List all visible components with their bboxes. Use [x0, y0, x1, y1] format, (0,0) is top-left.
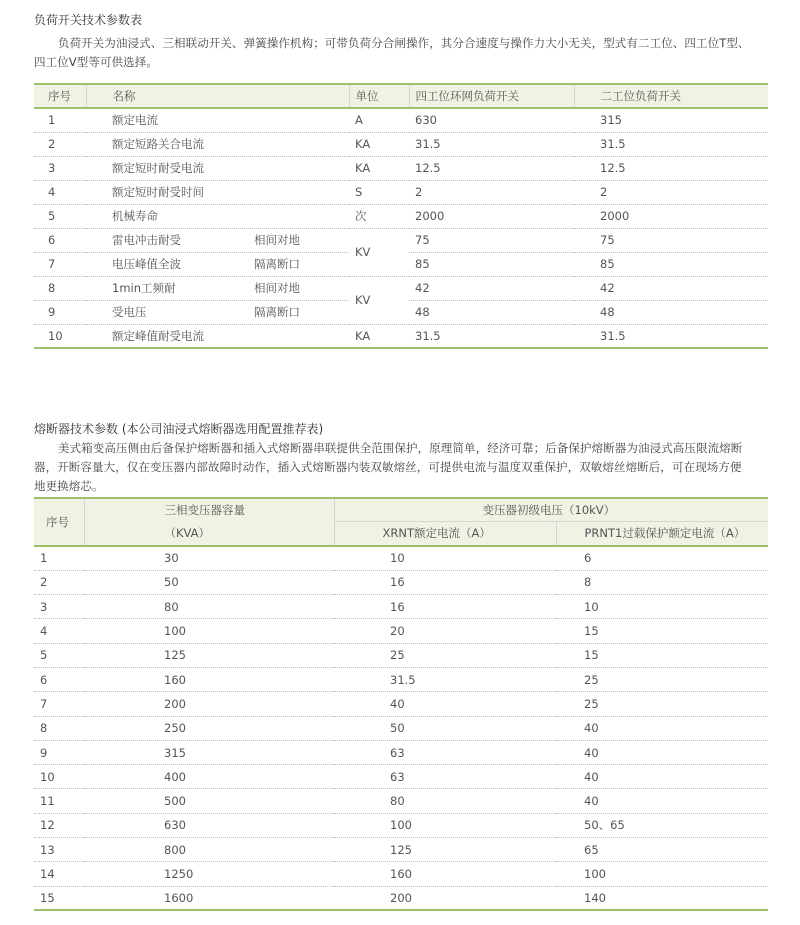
cell-name: 1min工频耐 [86, 276, 224, 300]
cell-no: 9 [34, 740, 84, 764]
cell-no: 4 [34, 180, 86, 204]
cell-xrnt: 63 [334, 740, 556, 764]
section2-paragraph-line: 地更换熔芯。 [34, 479, 104, 493]
cell-kva: 200 [84, 692, 334, 716]
cell-2pos: 48 [574, 300, 768, 324]
cell-kva: 100 [84, 619, 334, 643]
header-no: 序号 [34, 498, 84, 546]
cell-name: 机械寿命 [86, 204, 349, 228]
switch-parameter-table [34, 83, 768, 349]
section1-paragraph-line: 负荷开关为油浸式、三相联动开关、弹簧操作机构；可带负荷分合闸操作，其分合速度与操作力大小无关，型式有二工位、四工位T型、 [58, 36, 750, 50]
cell-no: 13 [34, 838, 84, 862]
cell-2pos: 12.5 [574, 156, 768, 180]
cell-no: 4 [34, 619, 84, 643]
cell-prnt: 25 [556, 667, 768, 691]
cell-4pos: 2 [409, 180, 574, 204]
table-row [34, 765, 768, 789]
table-row [34, 813, 768, 837]
cell-name: 额定峰值耐受电流 [86, 324, 349, 348]
table-row [34, 546, 768, 570]
cell-2pos: 75 [574, 228, 768, 252]
cell-kva: 250 [84, 716, 334, 740]
header-name: 名称 [86, 84, 349, 108]
table-row [34, 862, 768, 886]
fuse-table-body [34, 546, 768, 910]
table-header-row [34, 521, 768, 546]
cell-prnt: 15 [556, 643, 768, 667]
header-capacity-unit: （KVA） [84, 521, 334, 546]
table-header-row [34, 498, 768, 521]
cell-kva: 630 [84, 813, 334, 837]
cell-prnt: 15 [556, 619, 768, 643]
section2-paragraph-line: 美式箱变高压侧由后备保护熔断器和插入式熔断器串联提供全范围保护，原理简单，经济可靠；后备保护熔断器为油浸式高压限流熔断 [58, 441, 743, 455]
cell-prnt: 40 [556, 716, 768, 740]
table-row [34, 228, 768, 252]
cell-kva: 80 [84, 595, 334, 619]
cell-prnt: 65 [556, 838, 768, 862]
cell-no: 5 [34, 204, 86, 228]
cell-name: 雷电冲击耐受 [86, 228, 224, 252]
cell-name: 额定短时耐受时间 [86, 180, 349, 204]
cell-no: 15 [34, 886, 84, 910]
cell-subname: 隔离断口 [224, 252, 349, 276]
cell-kva: 1600 [84, 886, 334, 910]
cell-4pos: 31.5 [409, 324, 574, 348]
cell-xrnt: 10 [334, 546, 556, 570]
section1-intro [34, 12, 768, 72]
section2-paragraph-line: 器，开断容量大，仅在变压器内部故障时动作，插入式熔断器内装双敏熔丝，可提供电流与温度双重保护，双敏熔丝熔断后，可在现场方便 [34, 460, 742, 474]
table-row [34, 595, 768, 619]
cell-no: 14 [34, 862, 84, 886]
section2-paragraph [34, 439, 768, 496]
header-2pos: 二工位负荷开关 [574, 84, 768, 108]
cell-xrnt: 160 [334, 862, 556, 886]
cell-prnt: 100 [556, 862, 768, 886]
header-no: 序号 [34, 84, 86, 108]
cell-4pos: 630 [409, 108, 574, 132]
cell-2pos: 315 [574, 108, 768, 132]
cell-kva: 500 [84, 789, 334, 813]
cell-unit: 次 [349, 204, 409, 228]
cell-kva: 125 [84, 643, 334, 667]
cell-unit: KA [349, 132, 409, 156]
cell-unit: KA [349, 324, 409, 348]
table-row [34, 156, 768, 180]
table-row [34, 667, 768, 691]
cell-unit: S [349, 180, 409, 204]
header-capacity: 三相变压器容量 [84, 498, 334, 521]
table-row [34, 570, 768, 594]
cell-prnt: 50、65 [556, 813, 768, 837]
header-unit: 单位 [349, 84, 409, 108]
cell-4pos: 12.5 [409, 156, 574, 180]
table-row [34, 619, 768, 643]
cell-kva: 800 [84, 838, 334, 862]
cell-prnt: 140 [556, 886, 768, 910]
cell-2pos: 85 [574, 252, 768, 276]
cell-xrnt: 125 [334, 838, 556, 862]
cell-subname: 隔离断口 [224, 300, 349, 324]
cell-2pos: 2 [574, 180, 768, 204]
table-row [34, 740, 768, 764]
cell-kva: 160 [84, 667, 334, 691]
cell-subname: 相间对地 [224, 228, 349, 252]
header-4pos: 四工位环网负荷开关 [409, 84, 574, 108]
cell-no: 9 [34, 300, 86, 324]
cell-no: 1 [34, 108, 86, 132]
cell-kva: 400 [84, 765, 334, 789]
cell-xrnt: 31.5 [334, 667, 556, 691]
cell-unit: KV [349, 228, 409, 276]
cell-kva: 315 [84, 740, 334, 764]
cell-4pos: 85 [409, 252, 574, 276]
cell-xrnt: 16 [334, 595, 556, 619]
section2-title: 熔断器技术参数 (本公司油浸式熔断器选用配置推荐表) [34, 422, 324, 436]
cell-name: 额定电流 [86, 108, 349, 132]
cell-no: 12 [34, 813, 84, 837]
cell-no: 2 [34, 132, 86, 156]
section2-intro [34, 421, 768, 496]
cell-no: 6 [34, 667, 84, 691]
cell-no: 6 [34, 228, 86, 252]
cell-xrnt: 63 [334, 765, 556, 789]
table-row [34, 789, 768, 813]
table-row [34, 886, 768, 910]
table-row [34, 838, 768, 862]
table-row [34, 132, 768, 156]
cell-2pos: 42 [574, 276, 768, 300]
cell-prnt: 40 [556, 789, 768, 813]
cell-xrnt: 20 [334, 619, 556, 643]
cell-no: 7 [34, 692, 84, 716]
cell-no: 7 [34, 252, 86, 276]
cell-4pos: 48 [409, 300, 574, 324]
cell-prnt: 40 [556, 765, 768, 789]
table-header-row [34, 84, 768, 108]
cell-kva: 50 [84, 570, 334, 594]
cell-xrnt: 100 [334, 813, 556, 837]
cell-prnt: 25 [556, 692, 768, 716]
cell-prnt: 6 [556, 546, 768, 570]
cell-prnt: 40 [556, 740, 768, 764]
cell-xrnt: 50 [334, 716, 556, 740]
cell-2pos: 2000 [574, 204, 768, 228]
cell-xrnt: 16 [334, 570, 556, 594]
cell-no: 8 [34, 716, 84, 740]
section1-title: 负荷开关技术参数表 [34, 13, 143, 27]
cell-no: 3 [34, 595, 84, 619]
table-row [34, 204, 768, 228]
header-primary-voltage: 变压器初级电压（10kV） [334, 498, 768, 521]
header-xrnt: XRNT额定电流（A） [334, 521, 556, 546]
cell-4pos: 31.5 [409, 132, 574, 156]
switch-table-body [34, 108, 768, 348]
cell-xrnt: 25 [334, 643, 556, 667]
header-prnt: PRNT1过载保护额定电流（A） [556, 521, 768, 546]
cell-unit: A [349, 108, 409, 132]
cell-kva: 1250 [84, 862, 334, 886]
cell-4pos: 42 [409, 276, 574, 300]
cell-xrnt: 200 [334, 886, 556, 910]
cell-prnt: 8 [556, 570, 768, 594]
section1-paragraph [34, 34, 768, 72]
cell-no: 10 [34, 765, 84, 789]
fuse-parameter-table [34, 497, 768, 911]
cell-2pos: 31.5 [574, 324, 768, 348]
table-row [34, 643, 768, 667]
cell-no: 2 [34, 570, 84, 594]
cell-name: 电压峰值全波 [86, 252, 224, 276]
cell-no: 11 [34, 789, 84, 813]
cell-no: 3 [34, 156, 86, 180]
cell-unit: KV [349, 276, 409, 324]
cell-kva: 30 [84, 546, 334, 570]
cell-prnt: 10 [556, 595, 768, 619]
table-row [34, 716, 768, 740]
cell-unit: KA [349, 156, 409, 180]
cell-subname: 相间对地 [224, 276, 349, 300]
cell-no: 1 [34, 546, 84, 570]
cell-no: 5 [34, 643, 84, 667]
table-row [34, 276, 768, 300]
cell-no: 8 [34, 276, 86, 300]
table-row [34, 108, 768, 132]
cell-xrnt: 40 [334, 692, 556, 716]
cell-4pos: 75 [409, 228, 574, 252]
cell-4pos: 2000 [409, 204, 574, 228]
cell-no: 10 [34, 324, 86, 348]
cell-name: 受电压 [86, 300, 224, 324]
cell-2pos: 31.5 [574, 132, 768, 156]
cell-name: 额定短路关合电流 [86, 132, 349, 156]
table-row [34, 324, 768, 348]
section1-paragraph-line: 四工位V型等可供选择。 [34, 55, 158, 69]
cell-name: 额定短时耐受电流 [86, 156, 349, 180]
table-row [34, 180, 768, 204]
cell-xrnt: 80 [334, 789, 556, 813]
table-row [34, 692, 768, 716]
